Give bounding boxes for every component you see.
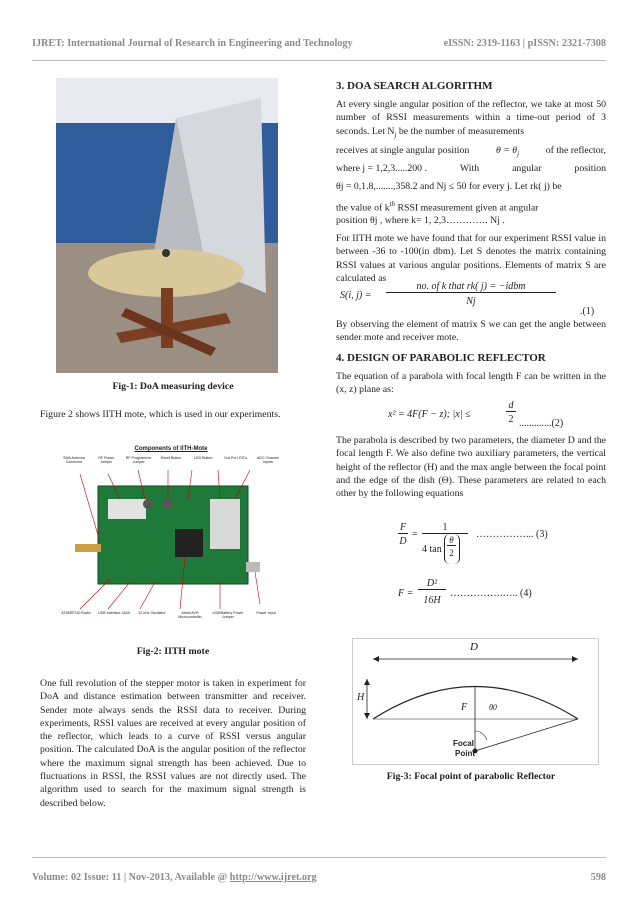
fig3-label-h: H xyxy=(357,692,365,703)
sec3-para1-text-b: be the number of measurements xyxy=(396,125,525,137)
eq1-numerator: no. of k that rk( j) = −idbm xyxy=(386,281,556,293)
eq2-main: x² = 4F(F − z); |x| ≤ xyxy=(388,409,471,420)
fig3-label-f: F xyxy=(461,702,468,713)
eq2-tag: .............(2) xyxy=(519,418,564,429)
section-3-heading: 3. DOA SEARCH ALGORITHM xyxy=(336,80,493,92)
sec3-p2b: $\theta = \theta_j$ xyxy=(495,145,520,158)
sec3-line-angular xyxy=(336,145,606,158)
sec3-para1-text: At every single angular position of the reflector, we take at most 50 number of RSSI measurements within a time-out period of 3 seconds. Let N xyxy=(336,99,606,137)
sec3-p3c: angular xyxy=(512,163,542,174)
para-stepper: One full revolution of the stepper motor is taken in experiment for DoA and distance estimation between transmitter and receiver. Sender mote always sends the RSSI data to receiver. During experiments, RSSI values are received at every angular position of the reflector, which leads to a curve of RSSI versus angular position. The calculated DoA is the angular position of the reflector where the maximum signal strength has been achieved. Due to fluctuations in RSSI, the RSSI values are not directly used. The algorithm used to search for the maximum signal strength is described below. xyxy=(40,678,306,809)
page-footer xyxy=(32,872,606,883)
eq3-theta: θ xyxy=(447,535,456,546)
sec3-p5 xyxy=(336,198,606,215)
fig2-label-bottom: AT86RF230 Radio xyxy=(61,611,91,615)
fig2-label-top: Dot Pot LED's xyxy=(224,456,247,460)
sec3-p8: By observing the element of matrix S we can get the angle between sender mote and receiver mote. xyxy=(336,319,606,344)
fig2-label-top: Reset Button xyxy=(160,456,182,460)
fig2-label-top: SMA Antenna Connector xyxy=(63,456,85,465)
para-fig2-intro: Figure 2 shows IITH mote, which is used in our experiments. xyxy=(40,409,281,420)
eq1-tag: .(1) xyxy=(580,306,595,317)
fig2-label-bottom: 32 kHz Oscillator xyxy=(138,611,166,615)
sec3-p5-text-c: RSSI measurement given at angular xyxy=(395,202,539,214)
footer-url-link[interactable]: http://www.ijret.org xyxy=(229,872,317,883)
fig3-label-focal: Focal xyxy=(453,739,474,748)
page-number: 598 xyxy=(590,872,606,883)
eq3-rhs-den: 4 tan xyxy=(422,544,442,555)
eq4-num: D² xyxy=(418,578,446,590)
eq1-denominator: Nj xyxy=(466,296,476,307)
eq3-tag: ……………... (3) xyxy=(476,529,548,540)
eq2-frac-num: d xyxy=(506,400,516,412)
sec4-p1: The equation of a parabola with focal length F can be written in the (x, z) plane as: xyxy=(336,371,606,396)
sec3-p5-sup: th xyxy=(389,200,396,208)
eq1-lhs: S(i, j) = xyxy=(340,290,372,301)
eq2-frac-den: 2 xyxy=(508,414,514,425)
sec3-line-where xyxy=(336,163,606,174)
fig2-image xyxy=(60,444,282,639)
sec3-p3d: position xyxy=(574,163,606,174)
eq4-tag: …………….….. (4) xyxy=(450,588,532,599)
sec3-para1: At every single angular position of the reflector, we take at most 50 number of RSSI measurements within a time-out period of 3 seconds. Let $N_j$ be the number of measurements xyxy=(336,99,606,139)
fig3-diagram xyxy=(352,638,599,765)
eq3-equals: = xyxy=(412,529,418,540)
sec4-p2: The parabola is described by two parameters, the diameter D and the focal length F. We also define two auxiliary parameters, the vertical height of the reflector (H) and the max angle between the focal point and the edge of the dish (Θ). These parameters are related to each other by the following equations xyxy=(336,435,606,500)
eq3-rhs-num: 1 xyxy=(422,522,468,534)
sec3-p6: position θj , where k= 1, 2,3…………. Nj . xyxy=(336,215,505,226)
sec3-p5-text: the value of k xyxy=(336,202,390,214)
sec3-p2b-text: θ = θ xyxy=(495,145,518,156)
fig2-label-bottom: USB/Battery Power Jumper xyxy=(212,611,244,620)
fig3-label-point: Point xyxy=(455,749,475,758)
fig1-photo xyxy=(56,78,278,373)
fig2-labels-bottom xyxy=(60,611,282,619)
sec3-p3a: where j = 1,2,3.....200 . xyxy=(336,163,427,174)
eq3-lhs-num: F xyxy=(399,522,407,533)
footer-volume: Volume: 02 Issue: 11 | Nov-2013, Available @ xyxy=(32,872,230,883)
fig3-caption: Fig-3: Focal point of parabolic Reflector xyxy=(386,771,556,782)
journal-title: IJRET: International Journal of Research in Engineering and Technology xyxy=(32,38,353,49)
eq4-den: 16H xyxy=(423,595,441,606)
fig2-caption: Fig-2: IITH mote xyxy=(136,646,210,657)
fig2-label-top: RF Programmer Jumper xyxy=(125,456,152,465)
fig1-caption: Fig-1: DoA measuring device xyxy=(112,381,234,392)
sec3-p2c: of the reflector, xyxy=(545,145,606,156)
fig3-label-d: D xyxy=(470,641,478,653)
section-4-heading: 4. DESIGN OF PARABOLIC REFLECTOR xyxy=(336,352,546,364)
fig2-label-bottom: Atmel AVR Microcontroller xyxy=(178,611,202,620)
fig2-label-bottom: USB Interface JAVA xyxy=(98,611,130,615)
eq3-lhs-den: D xyxy=(399,536,407,547)
sec3-p3b: With xyxy=(459,163,480,174)
issn: eISSN: 2319-1163 | pISSN: 2321-7308 xyxy=(443,38,606,49)
fig2-label-top: RF Power Jumper xyxy=(98,456,115,465)
fig2-title: Components of IITH-Mote xyxy=(134,446,208,452)
fig3-label-theta: θ0 xyxy=(489,703,497,712)
fig2-label-top: ADC Channel Inputs xyxy=(256,456,279,465)
eq3-two: 2 xyxy=(449,548,454,558)
fig2-labels-top xyxy=(60,456,282,464)
eq4-lhs: F = xyxy=(398,588,414,599)
footer-rule xyxy=(32,857,606,858)
fig2-label-bottom: Power Input xyxy=(256,611,276,615)
fig2-label-top: LED Button xyxy=(194,456,213,460)
sec3-p2a: receives at single angular position xyxy=(336,145,470,156)
sec3-p4: θj = 0,1.8,.......,358.2 and Nj ≤ 50 for every j. Let rk( j) be xyxy=(336,181,562,192)
header-rule xyxy=(32,60,606,61)
sec3-p7: For IITH mote we have found that for our experiment RSSI value in between -36 to -100(in dbm). Let S denotes the matrix containing RSSI values at various angular positions. Elements of matrix S are calculated as xyxy=(336,233,606,284)
